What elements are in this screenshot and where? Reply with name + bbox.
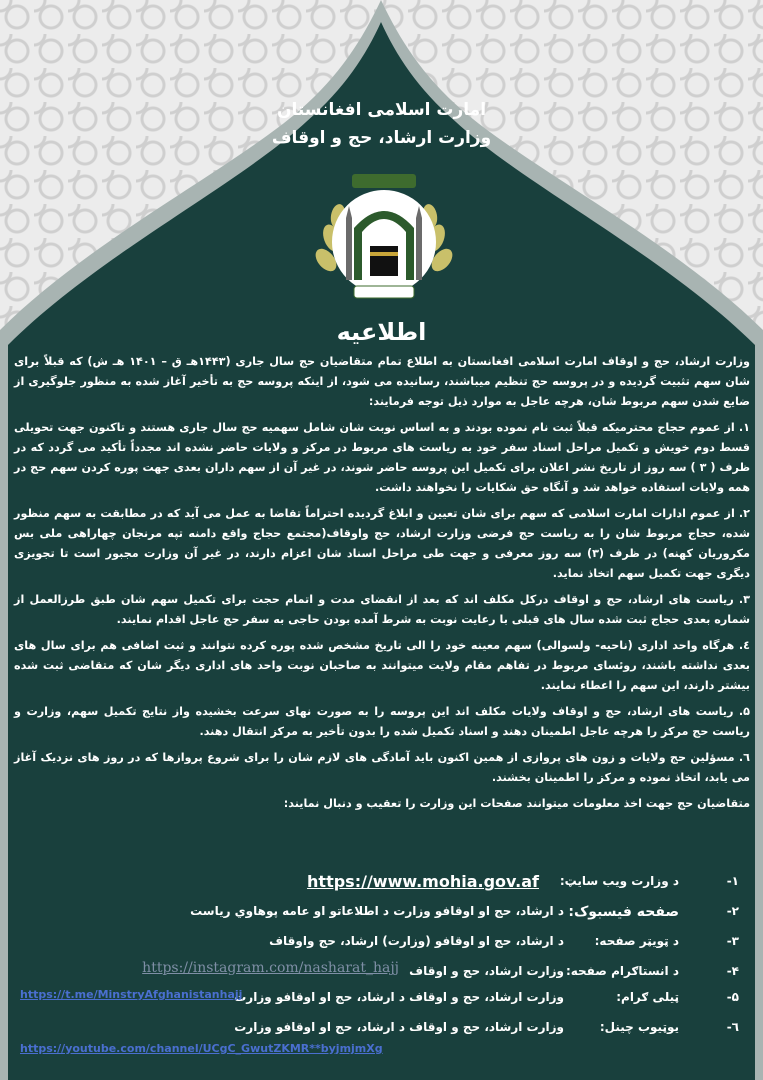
website-link[interactable]: https://www.mohia.gov.af <box>307 872 539 891</box>
notice-closing: متقاضیان حج جهت اخذ معلومات میتوانند صفحات این وزارت را تعقیب و دنبال نمایند: <box>283 797 750 810</box>
link-row-telegram: ۵- ټیلی ګرام: وزارت ارشاد، حج و اوقاف د ارشاد، حج او اوقافو وزارت https://t.me/MinstryAfghanistanhajj <box>20 988 739 1004</box>
twitter-link[interactable]: د ارشاد، حج او اوقافو (وزارت) ارشاد، حج واوقاف <box>269 934 564 948</box>
link-row-facebook: ۲- صفحه فیسبوک: د ارشاد، حج او اوقافو وزارت د اطلاعاتو او عامه پوهاوي ریاست <box>190 904 739 920</box>
instagram-link[interactable]: https://instagram.com/nasharat_hajj <box>142 960 399 976</box>
notice-item: ۱. از عموم حجاج محترمیکه قبلاً ثبت نام نموده بودند و به اساس نوبت شان شامل سهمیه حج سال جاری هستند و تاکنون جهت تحویلی قسط دوم خویش و تکمیل مراحل اسناد سفر خود به ریاست های مربوط در مرکز و ولایات حاضر نشده اند مجدداً تأکید می گردد که در ظرف ( ۳ ) سه روز از تاریخ نشر اعلان برای تکمیل این پروسه حاضر شوند، در غیر آن از سهم داران بعدی جهت پوره کردن سهم حج در همه ولایات استفاده خواهد شد و آنگاه حق شکایات را نخواهند داشت. <box>14 421 750 494</box>
telegram-link[interactable]: https://t.me/MinstryAfghanistanhajj <box>20 988 243 1001</box>
notice-item: ٤. هرگاه واحد اداری (ناحیه- ولسوالی) سهم معینه خود را الی تاریخ مشخص شده پوره کرده نتوانند و ثبت اضافی هم برای سال های بعدی نداشته باشند، روئسای مربوط در تفاهم مقام ولایت میتوانند به صاحبان نوبت واحد های اداری دیگر شان که متقاضی ثبت شده بیشتر دارند، این سهم را اعطاء نمایند. <box>14 639 750 692</box>
notice-item: ۵. ریاست های ارشاد، حج و اوقاف ولایات مکلف اند این پروسه را به صورت نهای سرعت بخشیده واز نتایج تکمیل سهم، وزارت و ریاست حج مرکز را هرچه عاجل اطمینان دهند و اسناد تکمیل شده را بدون تأخیر به مرکز انتقال دهند. <box>14 705 750 738</box>
ministry-title: وزارت ارشاد، حج و اوقاف <box>271 128 492 148</box>
notice-heading: اطلاعیه <box>336 318 427 346</box>
notice-intro: وزارت ارشاد، حج و اوقاف امارت اسلامی افغانستان به اطلاع تمام متقاضیان حج سال جاری (۱۴۴۳هـ ق – ۱۴۰۱ هـ ش) که قبلاً برای شان سهم تثبیت گردیده و در پروسه حج تنظیم میباشند، رسانیده می شود، از اینکه پروسه حج به تأخیر آغاز شده به منظور جلوگیری از ضایع شدن سهم مربوط شان، هرچه عاجل به موارد ذیل توجه فرمایند: <box>14 355 750 408</box>
emirate-title: امارت اسلامی افغانستان <box>276 100 487 120</box>
notice-item: ۳. ریاست های ارشاد، حج و اوقاف درکل مکلف اند که بعد از انقضای مدت و اتمام حجت برای تکمیل سهم شان طبق طرزالعمل از شماره بعدی حجاج ثبت شده سال های قبلی با رعایت نوبت به شرط آمده بودن حاجی به سفر حج عاجل اقدام نمایند. <box>14 593 750 626</box>
facebook-link[interactable]: د ارشاد، حج او اوقافو وزارت د اطلاعاتو او عامه پوهاوي ریاست <box>190 904 564 918</box>
link-row-twitter: ۳- د ټویټر صفحه: د ارشاد، حج او اوقافو (وزارت) ارشاد، حج واوقاف <box>269 934 739 948</box>
youtube-link[interactable]: https://youtube.com/channel/UCgC_GwutZKMR**byjmjmXg <box>20 1042 383 1055</box>
emblem-seal-icon <box>310 168 458 318</box>
link-row-youtube: ٦- یوټیوب چینل: وزارت ارشاد، حج و اوقاف د ارشاد، حج او اوقافو وزارت https://youtube.com/channel/UCgC_GwutZKMR**byjmjmXg <box>20 1020 739 1055</box>
contact-links <box>0 870 763 1070</box>
notice-item: ۲. از عموم ادارات امارت اسلامی که سهم برای شان تعیین و ابلاغ گردیده احتراماً تقاضا به عمل می آید که در مطابقت به سهم منظور شده، حجاج مربوط شان را به ریاست حج فرضی وزارت ارشاد، حج واوقاف(مجتمع حجاج واقع دامنه تپه مرنجان چهاراهی ملی بس مکروریان کهنه) در ظرف (۳) سه روز معرفی و جهت طی مراحل اسناد شان اعزام دارند، در غیر آن وزارت مجبور است تا تجویزی دیگری جهت تکمیل سهم اتخاذ نماید. <box>14 507 750 580</box>
notice-item: ٦. مسؤلین حج ولایات و زون های پروازی از همین اکنون باید آمادگی های لازم شان را برای شروع پروازها که در روز های نزدیک آغاز می یابد، اتخاذ نموده و مرکز را اطمینان بخشند. <box>14 751 750 784</box>
notice-body <box>14 352 750 817</box>
link-row-website: ۱- د وزارت ویب سایټ: https://www.mohia.gov.af <box>307 872 739 891</box>
link-row-instagram: ۴- د انستاګرام صفحه: وزارت ارشاد، حج و اوقاف https://instagram.com/nasharat_hajj <box>142 960 739 978</box>
